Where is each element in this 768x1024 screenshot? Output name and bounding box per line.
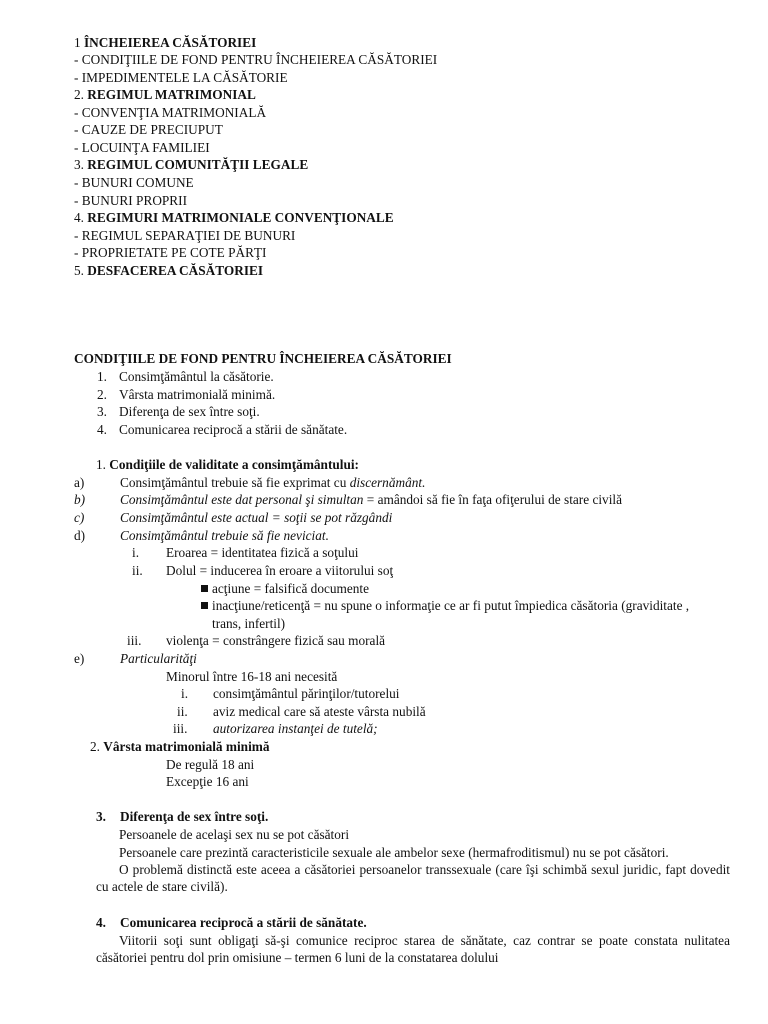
toc-item: - PROPRIETATE PE COTE PĂRŢI bbox=[74, 245, 267, 260]
subsection-heading: 2. Vârsta matrimonială minimă bbox=[90, 739, 270, 754]
list-item: d) Consimţământul trebuie să fie neviciat. bbox=[74, 528, 329, 543]
paragraph: Persoanele care prezintă caracteristicile sexuale ale ambelor sexe (hermafroditismul) nu se pot căsători. bbox=[119, 845, 669, 860]
toc-item: - BUNURI PROPRII bbox=[74, 193, 188, 208]
list-item: iii. autorizarea instanţei de tutelă; bbox=[173, 721, 378, 736]
toc-item: 3. REGIMUL COMUNITĂŢII LEGALE bbox=[74, 157, 309, 172]
toc-item: - CONVENŢIA MATRIMONIALĂ bbox=[74, 105, 267, 120]
list-item: i. consimţământul părinţilor/tutorelui bbox=[181, 686, 400, 701]
list-item: 1. Consimţământul la căsătorie. bbox=[97, 369, 274, 384]
list-item: iii. violenţa = constrângere fizică sau morală bbox=[127, 633, 386, 648]
paragraph: Excepţie 16 ani bbox=[166, 774, 249, 789]
paragraph: Persoanele de acelaşi sex nu se pot căsători bbox=[119, 827, 350, 842]
toc-item: - BUNURI COMUNE bbox=[74, 175, 194, 190]
toc-item: - IMPEDIMENTELE LA CĂSĂTORIE bbox=[74, 70, 288, 85]
bullet-icon bbox=[201, 585, 208, 592]
list-item: c) Consimţământul este actual = soţii se pot răzgândi bbox=[74, 510, 393, 525]
toc-item: 4. REGIMURI MATRIMONIALE CONVENŢIONALE bbox=[74, 210, 394, 225]
toc-item: - LOCUINŢA FAMILIEI bbox=[74, 140, 210, 155]
list-item: ii. Dolul = inducerea în eroare a viitorului soţ bbox=[132, 563, 394, 578]
section-title: CONDIŢIILE DE FOND PENTRU ÎNCHEIEREA CĂSĂTORIEI bbox=[74, 351, 452, 366]
list-item: inacţiune/reticenţă = nu spune o informaţie ce ar fi putut împiedica căsătoria (graviditate , bbox=[201, 597, 689, 614]
paragraph: Minorul între 16-18 ani necesită bbox=[166, 669, 338, 684]
list-item: b) Consimţământul este dat personal şi simultan = amândoi să fie în faţa ofiţerului de stare civilă bbox=[74, 492, 622, 507]
toc-item: 2. REGIMUL MATRIMONIAL bbox=[74, 87, 256, 102]
paragraph: O problemă distinctă este aceea a căsătoriei persoanelor transsexuale (care îşi schimbă sexul juridic, fapt dovedit cu actele de stare civilă). bbox=[96, 862, 730, 894]
toc-item: 5. DESFACEREA CĂSĂTORIEI bbox=[74, 263, 264, 278]
list-item: i. Eroarea = identitatea fizică a soţului bbox=[132, 545, 359, 560]
paragraph: De regulă 18 ani bbox=[166, 757, 255, 772]
subsection-heading: 4. Comunicarea reciprocă a stării de sănătate. bbox=[96, 915, 367, 930]
subsection-heading: 3. Diferenţa de sex între soţi. bbox=[96, 809, 269, 824]
bullet-icon bbox=[201, 602, 208, 609]
toc-item: - CONDIŢIILE DE FOND PENTRU ÎNCHEIEREA CĂSĂTORIEI bbox=[74, 52, 438, 67]
list-item: 4. Comunicarea reciprocă a stării de sănătate. bbox=[97, 422, 348, 437]
list-item: acţiune = falsifică documente bbox=[201, 580, 369, 597]
paragraph: Viitorii soţi sunt obligaţi să-şi comunice reciproc starea de sănătate, caz contrar se poate constata nulitatea căsătoriei pentru dol prin omisiune – termen 6 luni de la constatarea dolului bbox=[96, 933, 730, 965]
toc-item: 1 ÎNCHEIEREA CĂSĂTORIEI bbox=[74, 35, 257, 50]
list-item: e) Particularităţi bbox=[74, 651, 197, 666]
list-item: ii. aviz medical care să ateste vârsta nubilă bbox=[177, 704, 426, 719]
toc-item: - REGIMUL SEPARAŢIEI DE BUNURI bbox=[74, 228, 296, 243]
list-item-continuation: trans, infertil) bbox=[212, 616, 286, 631]
list-item: 2. Vârsta matrimonială minimă. bbox=[97, 387, 276, 402]
subsection-heading: 1. Condiţiile de validitate a consimţământului: bbox=[96, 457, 359, 472]
toc-item: - CAUZE DE PRECIUPUT bbox=[74, 122, 223, 137]
list-item: a) Consimţământul trebuie să fie exprimat cu discernământ. bbox=[74, 475, 426, 490]
list-item: 3. Diferenţa de sex între soţi. bbox=[97, 404, 260, 419]
